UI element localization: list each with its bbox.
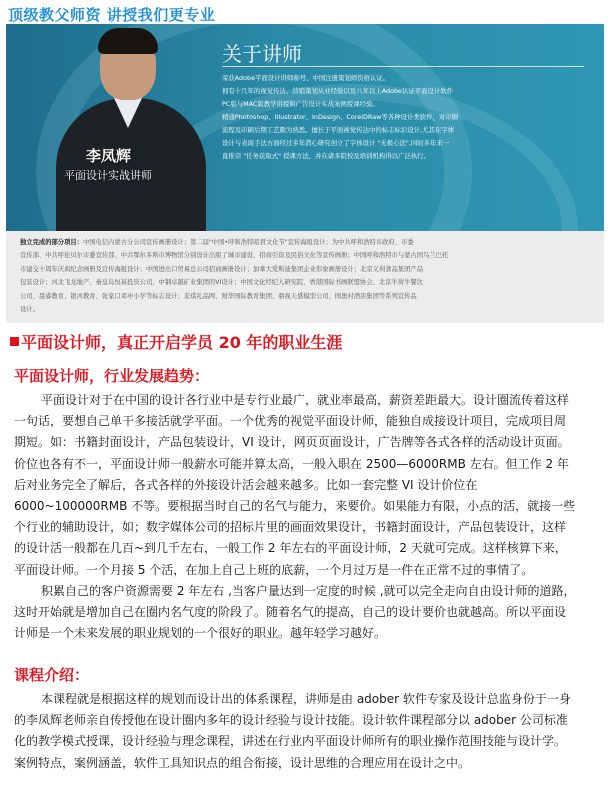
project-line: 包装设计；河北飞龙地产、秦皇岛恒基投资公司、中钢卓越矿业集团的VI设计；中国文化经纪人研究院、香港国际书画联盟协会、北京牛荷牛餐饮 bbox=[20, 279, 423, 287]
instructor-photo bbox=[48, 28, 208, 231]
about-line: 设计与表现手法方面经过多年潜心研究创立了字体设计 "无极心法",同时多年来一 bbox=[222, 139, 450, 147]
course-paragraph bbox=[14, 689, 598, 774]
text-line: 案例特点，案例涵盖，软件工具知识点的组合衔接，设计思维的合理应用在设计之中。 bbox=[14, 755, 471, 770]
project-line: 设计。 bbox=[20, 306, 39, 314]
text-line: 的李凤辉老师亲自传授他在设计圈内多年的设计经验与设计技能。设计软件课程部分以 adober 公司标准 bbox=[14, 713, 568, 728]
instructor-name: 李凤辉 bbox=[86, 147, 132, 165]
text-line: 本课程就是根据这样的规划而设计出的体系课程，讲师是由 adober 软件专家及设计总监身份于一身 bbox=[41, 692, 571, 706]
about-line: 拥有十几年的视觉传达、营销策划从业经验以及八年以上Adobe认证平面设计软件 bbox=[222, 87, 454, 95]
text-line: 价位也各有不一，平面设计师一般薪水可能并算太高，一般入职在 2500—6000RMB 左右。但工作 2 年 bbox=[14, 456, 569, 471]
text-line: 6000~100000RMB 不等。要根据当时自己的名气与能力，来要价。如果能力有限，小点的活，就接一些 bbox=[14, 499, 576, 514]
about-divider bbox=[222, 66, 584, 67]
text-line: 平面设计师。一个月接 5 个活，在加上自己上班的底薪，一个月过万是一件在正常不过的事情了。 bbox=[14, 562, 534, 577]
project-line bbox=[20, 236, 592, 249]
project-line: 宣传部、中共呼伦贝尔市委宣传部、中共鄂尔多斯市博物馆分别设计出版了城市建设、招商引资及民俗文化等宣传画册；中国呼和浩特市与蒙古国乌兰巴托 bbox=[20, 252, 449, 260]
text-line: 这时开始就是增加自己在圈内名气度的阶段了。随着名气的提高，自己的设计要价也就越高。所以平面设 bbox=[14, 605, 567, 620]
projects-box bbox=[6, 231, 604, 323]
about-line: 荣获Adobe平面设计讲师称号、中国注册策划师资格认证。 bbox=[222, 74, 390, 82]
photo-hair bbox=[98, 28, 158, 54]
projects-label: 独立完成的部分项目： bbox=[20, 239, 83, 246]
about-line: PC版与MAC版教学讲授和广告设计实战案例授课经验。 bbox=[222, 100, 379, 108]
section-heading-text: 平面设计师，真正开启学员 20 年的职业生涯 bbox=[21, 333, 343, 352]
about-body bbox=[222, 72, 592, 163]
project-text: 中国电信内蒙古分公司宣传画册设计；第二届"中国•呼和浩特昭君文化节"宣传海报设计；为中共呼和浩特市政府、市委 bbox=[82, 239, 414, 246]
instructor-subtitle: 平面设计实战讲师 bbox=[64, 169, 152, 182]
about-line: 直推崇 "任务获取式" 授课方法，并在诸多院校及培训机构得以广泛执行。 bbox=[222, 152, 431, 160]
text-line: 一句话，要想自己单干多接活就学平面。一个优秀的视觉平面设计师，能独自成接设计项目，完成项目周 bbox=[14, 414, 567, 429]
section-heading-career bbox=[10, 330, 342, 353]
text-line: 计师是一个未来发展的职业规划的一个很好的职业。越年轻学习越好。 bbox=[14, 626, 387, 641]
project-line: 市建交十周年庆典纪念画册及宣传海报设计；中国进出口贸易总公司招商画册设计；加拿大爱斯迪集团企业形象画册设计；北京义利食品集团产品 bbox=[20, 265, 423, 273]
section-heading-course: 课程介绍： bbox=[14, 666, 90, 684]
projects-text bbox=[20, 236, 592, 316]
text-line: 的设计活一般都在几百~到几千左右，一般工作 2 年左右的平面设计师，2 天就可完成。这样核算下来， bbox=[14, 541, 567, 556]
instructor-banner bbox=[6, 24, 604, 231]
text-line: 化的教学模式授课，设计经验与理念课程，讲述在行业内平面设计师所有的职业操作范围技能与设计学。 bbox=[14, 734, 567, 749]
trends-paragraph bbox=[14, 390, 598, 644]
section-heading-trends: 平面设计师，行业发展趋势： bbox=[14, 367, 210, 385]
text-line: 期短。如：书籍封面设计，产品包装设计，VI 设计，网页页面设计，广告牌等各式各样的活动设计页面。 bbox=[14, 435, 570, 450]
about-title: 关于讲师 bbox=[222, 42, 302, 66]
project-line: 公司、晨睿教育、银河教育、张家口邓申小学等标志设计；麦琪礼品网、财华国际教育集团、鼎视天盛模型公司、国奥村酒店集团等系列宣传品 bbox=[20, 292, 417, 300]
text-line: 平面设计对于在中国的设计各行业中是专行业最广，就业率最高，薪资差距最大。设计圈流传着这样 bbox=[41, 393, 570, 407]
text-line: 后对业务完全了解后，各式各样的外接设计活会越来越多。比如一套完整 VI 设计价位在 bbox=[14, 477, 478, 492]
square-bullet-icon bbox=[10, 337, 19, 346]
about-line: 流程及印刷后期工艺颇为熟悉。擅长于平面视觉传达中的标志标识设计,尤其在字体 bbox=[222, 126, 455, 134]
text-line: 积累自己的客户资源需要 2 年左右 ,当客户量达到一定度的时候 ,就可以完全走向自由设计师的道路， bbox=[41, 583, 576, 598]
header-title: 顶级教父师资 讲授我们更专业 bbox=[8, 6, 216, 24]
text-line: 个行业的辅助设计，如；数字媒体公司的招标片里的画面效果设计，书籍封面设计，产品包装设计，这样 bbox=[14, 520, 567, 535]
about-line: 精通Photoshop、Illustrator、InDesign、CorelDRaw等各种设计类软件，对印刷 bbox=[222, 113, 459, 121]
